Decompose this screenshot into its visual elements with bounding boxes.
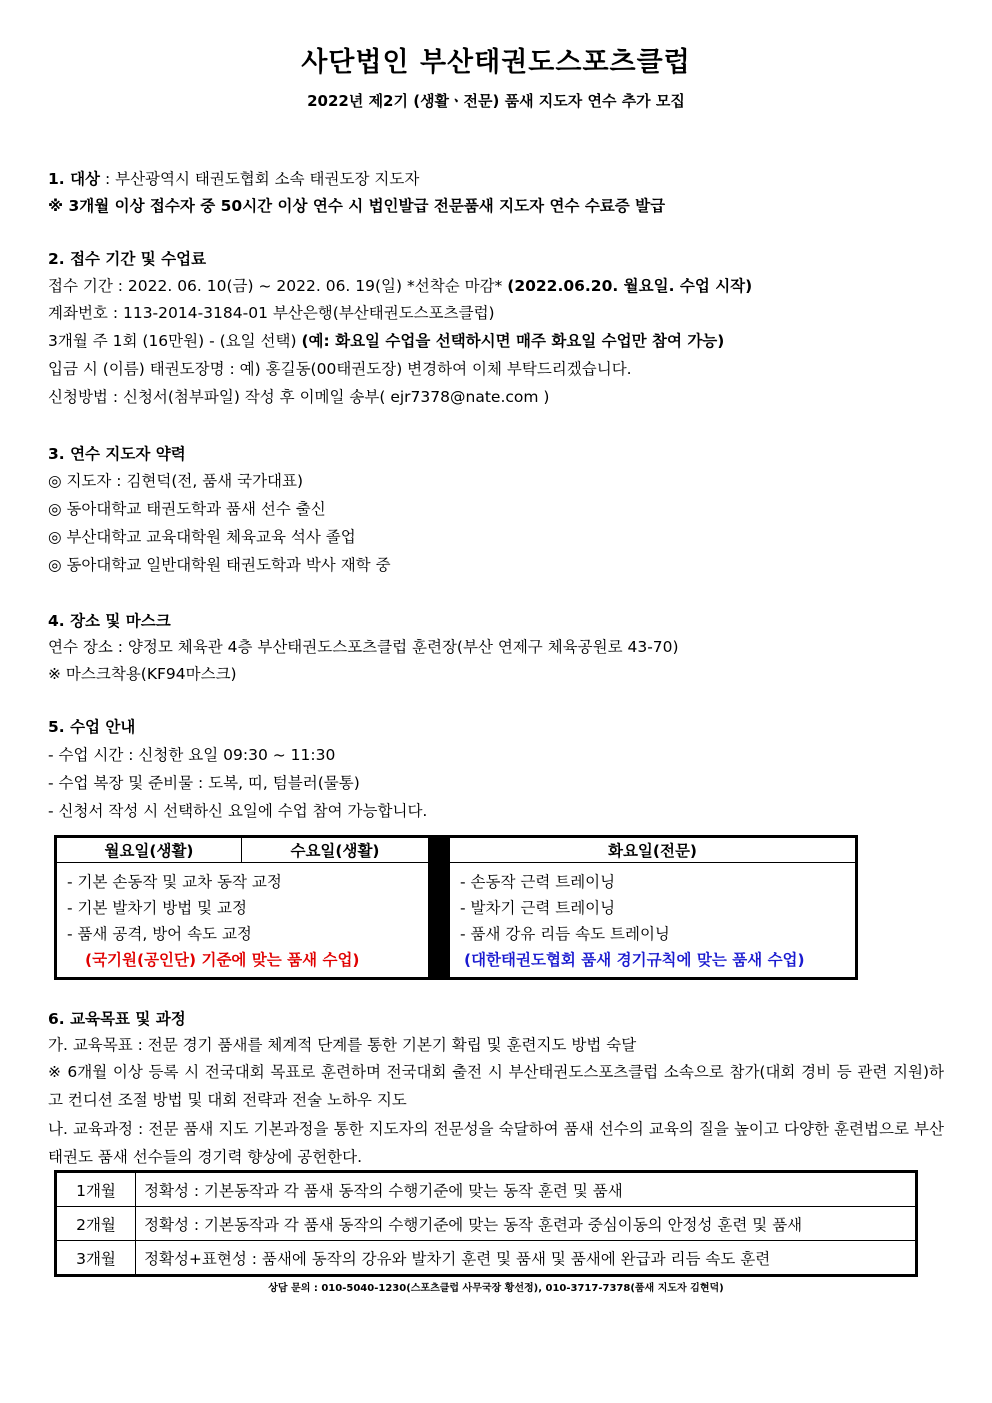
bio-item: ◎ 동아대학교 태권도학과 품새 선수 출신: [48, 500, 326, 518]
section-1-text: : 부산광역시 태권도협회 소속 태권도장 지도자: [100, 170, 420, 188]
curriculum-row: [56, 1207, 917, 1241]
section-2-heading: 2. 접수 기간 및 수업료: [48, 250, 207, 268]
fee-note: (예: 화요일 수업을 선택하시면 매주 화요일 수업만 참여 가능): [301, 332, 725, 350]
curriculum-row: [56, 1172, 917, 1207]
schedule-table: [54, 835, 858, 980]
section-4-mask: ※ 마스크착용(KF94마스크): [48, 665, 237, 683]
curriculum-table: [54, 1170, 918, 1277]
section-2-account: 계좌번호 : 113-2014-3184-01 부산은행(부산태권도스포츠클럽): [48, 304, 495, 322]
document-subtitle: 2022년 제2기 (생활ㆍ전문) 품새 지도자 연수 추가 모집: [307, 92, 685, 110]
table-divider: [429, 837, 450, 979]
education-goal-note: ※ 6개월 이상 등록 시 전국대회 목표로 훈련하며 전국대회 출전 시 부산태권도스포츠클럽 소속으로 참가(대회 경비 등 관련 지원)하고 컨디션 조절 방법 및 대회 전략과 전술 노하우 지도: [48, 1063, 944, 1109]
period-text: 접수 기간 : 2022. 06. 10(금) ~ 2022. 06. 19(일) *선착순 마감*: [48, 277, 508, 295]
document-title: 사단법인 부산태권도스포츠클럽: [301, 47, 691, 78]
life-note: (국기원(공인단) 기준에 맞는 품새 수업): [85, 951, 360, 969]
pro-item: - 품새 강유 리듬 속도 트레이닝: [460, 925, 670, 943]
section-4-place: 연수 장소 : 양정모 체육관 4층 부산태권도스포츠클럽 훈련장(부산 연제구 체육공원로 43-70): [48, 638, 679, 656]
bio-item: ◎ 부산대학교 교육대학원 체육교육 석사 졸업: [48, 528, 356, 546]
class-info-item: - 수업 시간 : 신청한 요일 09:30 ~ 11:30: [48, 746, 336, 764]
pro-note: (대한태권도협회 품새 경기규칙에 맞는 품새 수업): [464, 951, 805, 969]
curriculum-desc: 정확성 : 기본동작과 각 품새 동작의 수행기준에 맞는 동작 훈련 및 품새: [136, 1172, 917, 1207]
period-start-note: (2022.06.20. 월요일. 수업 시작): [507, 277, 753, 295]
bio-item: ◎ 동아대학교 일반대학원 태권도학과 박사 재학 중: [48, 556, 391, 574]
section-1-note: ※ 3개월 이상 접수자 중 50시간 이상 연수 시 법인발급 전문품새 지도자 연수 수료증 발급: [48, 197, 666, 215]
bio-item: ◎ 지도자 : 김현덕(전, 품새 국가대표): [48, 472, 304, 490]
life-item: - 품새 공격, 방어 속도 교정: [67, 925, 252, 943]
schedule-header-monday: 월요일(생활): [56, 837, 242, 863]
section-2-period: [48, 275, 752, 297]
curriculum-desc: 정확성+표현성 : 품새에 동작의 강유와 발차기 훈련 및 품새 및 품새에 완급과 리듬 속도 훈련: [136, 1241, 917, 1276]
contact-footer: 상담 문의 : 010-5040-1230(스포츠클럽 사무국장 황선정), 010-3717-7378(품새 지도자 김현덕): [268, 1283, 724, 1294]
section-1-heading: 1. 대상: [48, 170, 101, 188]
schedule-pro-content: [450, 863, 857, 979]
education-goal: 가. 교육목표 : 전문 경기 품새를 체계적 단계를 통한 기본기 확립 및 훈련지도 방법 숙달: [48, 1036, 637, 1054]
class-info-item: - 신청서 작성 시 선택하신 요일에 수업 참여 가능합니다.: [48, 802, 428, 820]
section-1-target: [48, 168, 419, 190]
section-4-heading: 4. 장소 및 마스크: [48, 612, 171, 630]
section-3-heading: 3. 연수 지도자 약력: [48, 445, 186, 463]
section-2-fee: [48, 330, 724, 352]
schedule-header-wednesday: 수요일(생활): [242, 837, 429, 863]
curriculum-desc: 정확성 : 기본동작과 각 품새 동작의 수행기준에 맞는 동작 훈련과 중심이동의 안정성 훈련 및 품새: [136, 1207, 917, 1241]
curriculum-row: [56, 1241, 917, 1276]
section-5-heading: 5. 수업 안내: [48, 718, 136, 736]
section-6-heading: 6. 교육목표 및 과정: [48, 1010, 186, 1028]
education-course: 나. 교육과정 : 전문 품새 지도 기본과정을 통한 지도자의 전문성을 숙달하여 품새 선수의 교육의 질을 높이고 다양한 훈련법으로 부산태권도 품새 선수들의 경기력 향상에 공헌한다.: [48, 1120, 944, 1166]
schedule-life-content: [56, 863, 429, 979]
fee-text: 3개월 주 1회 (16만원) - (요일 선택): [48, 332, 302, 350]
life-item: - 기본 발차기 방법 및 교정: [67, 899, 247, 917]
pro-item: - 손동작 근력 트레이닝: [460, 873, 616, 891]
pro-item: - 발차기 근력 트레이닝: [460, 899, 616, 917]
schedule-header-tuesday: 화요일(전문): [450, 837, 857, 863]
section-2-deposit: 입금 시 (이름) 태권도장명 : 예) 홍길동(00태권도장) 변경하여 이체 부탁드리겠습니다.: [48, 360, 632, 378]
curriculum-month: 2개월: [56, 1207, 136, 1241]
section-2-apply: 신청방법 : 신청서(첨부파일) 작성 후 이메일 송부( ejr7378@nate.com ): [48, 388, 550, 406]
curriculum-month: 3개월: [56, 1241, 136, 1276]
curriculum-month: 1개월: [56, 1172, 136, 1207]
class-info-item: - 수업 복장 및 준비물 : 도복, 띠, 텀블러(물통): [48, 774, 360, 792]
life-item: - 기본 손동작 및 교차 동작 교정: [67, 873, 282, 891]
